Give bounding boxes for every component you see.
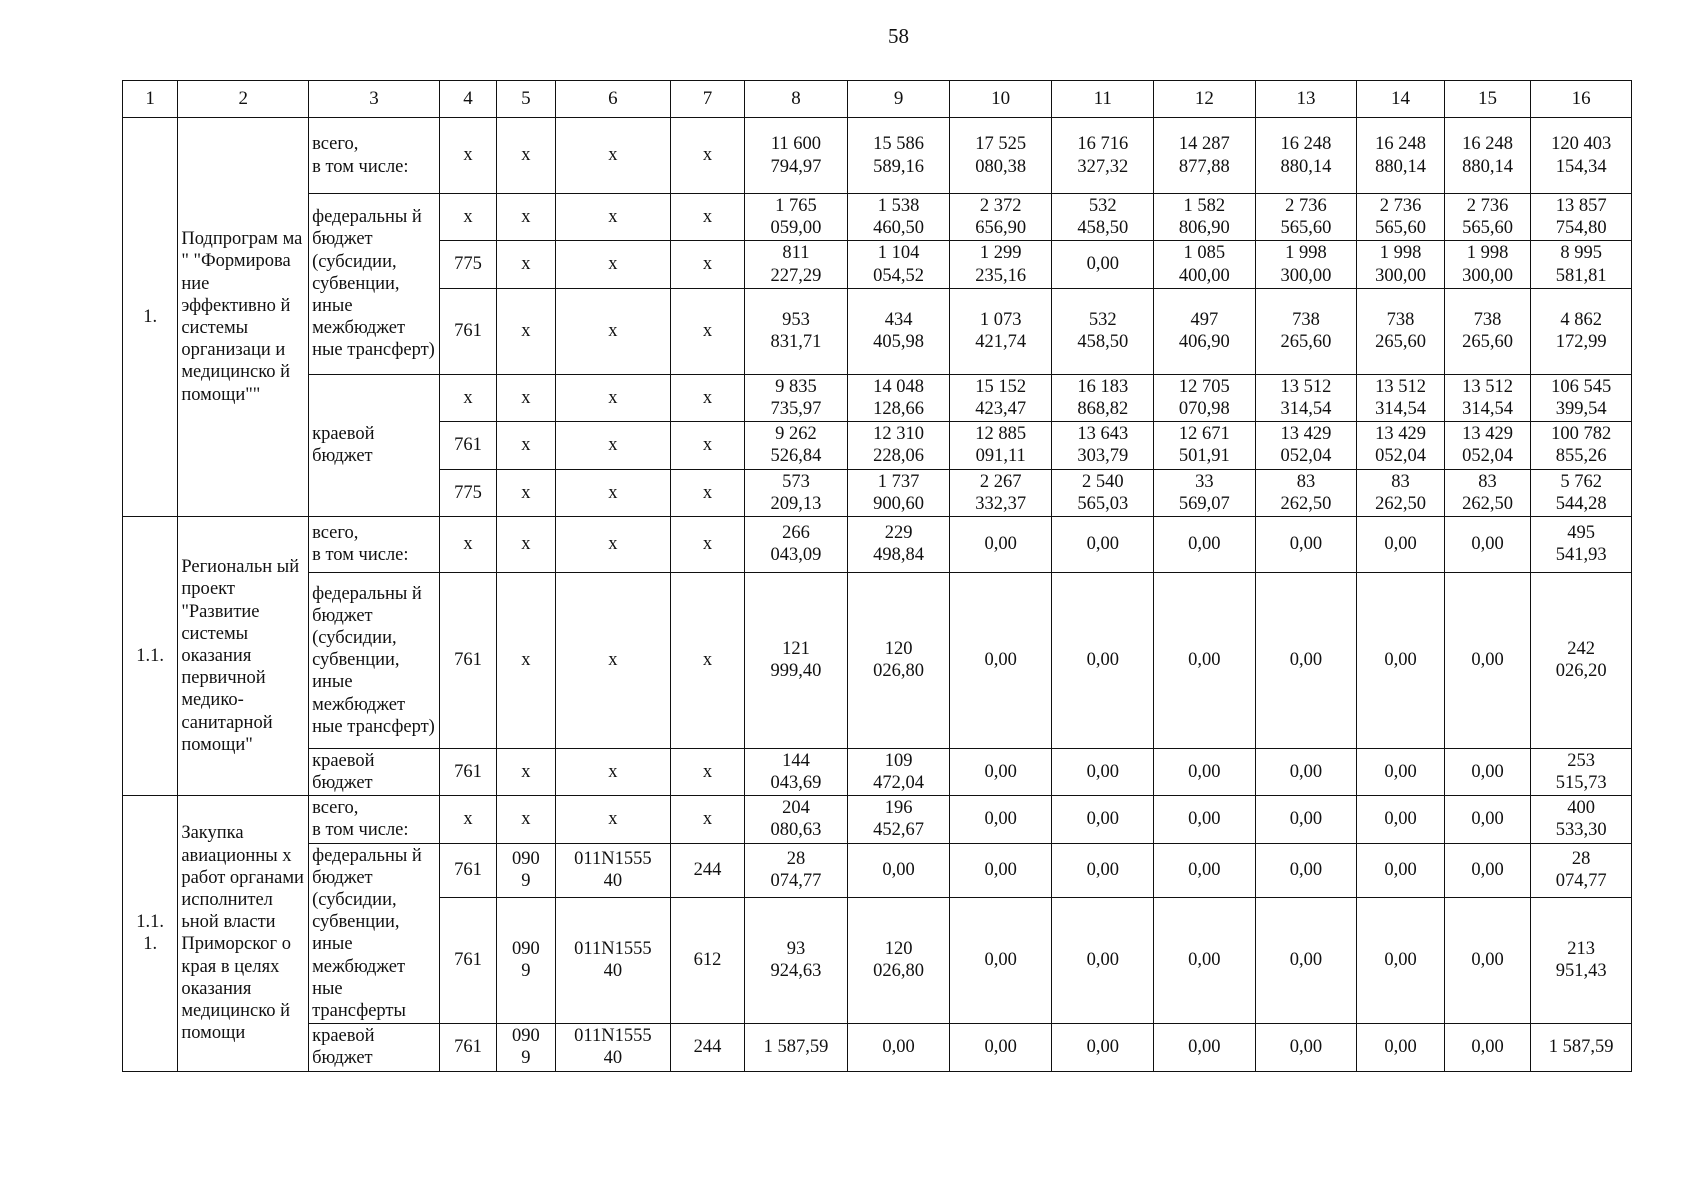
- year-amount-cell: 0,00: [1052, 1024, 1154, 1071]
- year-amount-cell: 0,00: [1357, 572, 1445, 748]
- year-amount-cell: 0,00: [949, 748, 1052, 795]
- section-code-cell: х: [497, 422, 555, 469]
- year-amount-cell: 0,00: [1255, 843, 1357, 897]
- ministry-code-cell: х: [439, 516, 496, 572]
- ministry-code-cell: х: [439, 374, 496, 421]
- target-code-cell: х: [555, 118, 671, 194]
- year-amount-cell: 0,00: [1255, 748, 1357, 795]
- year-amount-cell: 9 262 526,84: [744, 422, 848, 469]
- funding-source-cell: всего, в том числе:: [309, 516, 440, 572]
- year-amount-cell: 0,00: [1444, 897, 1531, 1024]
- year-amount-cell: 738 265,60: [1255, 288, 1357, 374]
- year-amount-cell: 14 287 877,88: [1154, 118, 1256, 194]
- year-amount-cell: 1 998 300,00: [1357, 241, 1445, 288]
- year-amount-cell: 121 999,40: [744, 572, 848, 748]
- header-row: [123, 81, 1632, 118]
- expense-type-cell: х: [671, 118, 744, 194]
- table-row: [123, 374, 1632, 421]
- funding-source-cell: федеральны й бюджет (субсидии, субвенции, иные межбюджет ные трансферт): [309, 194, 440, 375]
- column-number-header: 15: [1444, 81, 1531, 118]
- year-amount-cell: 0,00: [1052, 796, 1154, 843]
- year-amount-cell: 1 073 421,74: [949, 288, 1052, 374]
- year-amount-cell: 2 736 565,60: [1255, 194, 1357, 241]
- program-name-cell: Региональн ый проект "Развитие системы оказания первичной медико-санитарной помощи": [178, 516, 309, 795]
- year-amount-cell: 0,00: [949, 897, 1052, 1024]
- column-number-header: 11: [1052, 81, 1154, 118]
- year-amount-cell: 0,00: [1052, 572, 1154, 748]
- total-amount-cell: 1 587,59: [1531, 1024, 1632, 1071]
- year-amount-cell: 1 587,59: [744, 1024, 848, 1071]
- year-amount-cell: 0,00: [1357, 516, 1445, 572]
- year-amount-cell: 1 538 460,50: [848, 194, 950, 241]
- expense-type-cell: х: [671, 748, 744, 795]
- total-amount-cell: 106 545 399,54: [1531, 374, 1632, 421]
- year-amount-cell: 2 372 656,90: [949, 194, 1052, 241]
- expense-type-cell: 244: [671, 843, 744, 897]
- ministry-code-cell: х: [439, 118, 496, 194]
- year-amount-cell: 532 458,50: [1052, 194, 1154, 241]
- expense-type-cell: х: [671, 516, 744, 572]
- page-number: 58: [888, 24, 909, 48]
- year-amount-cell: 0,00: [1052, 241, 1154, 288]
- expense-type-cell: х: [671, 194, 744, 241]
- column-number-header: 1: [123, 81, 178, 118]
- row-number-cell: 1.: [123, 118, 178, 517]
- column-number-header: 10: [949, 81, 1052, 118]
- target-code-cell: х: [555, 374, 671, 421]
- year-amount-cell: 497 406,90: [1154, 288, 1256, 374]
- target-code-cell: х: [555, 516, 671, 572]
- year-amount-cell: 738 265,60: [1444, 288, 1531, 374]
- year-amount-cell: 33 569,07: [1154, 469, 1256, 516]
- table-row: [123, 572, 1632, 748]
- year-amount-cell: 16 248 880,14: [1255, 118, 1357, 194]
- section-code-cell: х: [497, 469, 555, 516]
- ministry-code-cell: 761: [439, 897, 496, 1024]
- year-amount-cell: 2 736 565,60: [1444, 194, 1531, 241]
- table-row: [123, 1024, 1632, 1071]
- year-amount-cell: 16 248 880,14: [1444, 118, 1531, 194]
- expense-type-cell: 612: [671, 897, 744, 1024]
- year-amount-cell: 13 512 314,54: [1444, 374, 1531, 421]
- year-amount-cell: 13 643 303,79: [1052, 422, 1154, 469]
- section-code-cell: 090 9: [497, 843, 555, 897]
- year-amount-cell: 12 671 501,91: [1154, 422, 1256, 469]
- year-amount-cell: 532 458,50: [1052, 288, 1154, 374]
- year-amount-cell: 0,00: [1255, 572, 1357, 748]
- total-amount-cell: 213 951,43: [1531, 897, 1632, 1024]
- year-amount-cell: 9 835 735,97: [744, 374, 848, 421]
- year-amount-cell: 1 085 400,00: [1154, 241, 1256, 288]
- year-amount-cell: 0,00: [1052, 748, 1154, 795]
- ministry-code-cell: 761: [439, 422, 496, 469]
- expense-type-cell: 244: [671, 1024, 744, 1071]
- year-amount-cell: 0,00: [1154, 1024, 1256, 1071]
- year-amount-cell: 109 472,04: [848, 748, 950, 795]
- total-amount-cell: 8 995 581,81: [1531, 241, 1632, 288]
- column-number-header: 9: [848, 81, 950, 118]
- total-amount-cell: 13 857 754,80: [1531, 194, 1632, 241]
- year-amount-cell: 93 924,63: [744, 897, 848, 1024]
- year-amount-cell: 0,00: [949, 796, 1052, 843]
- budget-table: [122, 80, 1632, 1072]
- year-amount-cell: 28 074,77: [744, 843, 848, 897]
- year-amount-cell: 120 026,80: [848, 897, 950, 1024]
- funding-source-cell: федеральны й бюджет (субсидии, субвенции, иные межбюджет ные трансферт): [309, 572, 440, 748]
- ministry-code-cell: 761: [439, 572, 496, 748]
- total-amount-cell: 100 782 855,26: [1531, 422, 1632, 469]
- program-name-cell: Подпрограм ма " "Формирова ние эффективно й системы организаци и медицинско й помощи"": [178, 118, 309, 517]
- ministry-code-cell: 761: [439, 843, 496, 897]
- year-amount-cell: 14 048 128,66: [848, 374, 950, 421]
- section-code-cell: 090 9: [497, 897, 555, 1024]
- year-amount-cell: 0,00: [1154, 572, 1256, 748]
- column-number-header: 2: [178, 81, 309, 118]
- column-number-header: 14: [1357, 81, 1445, 118]
- year-amount-cell: 1 299 235,16: [949, 241, 1052, 288]
- year-amount-cell: 13 429 052,04: [1357, 422, 1445, 469]
- year-amount-cell: 953 831,71: [744, 288, 848, 374]
- row-number-cell: 1.1. 1.: [123, 796, 178, 1071]
- year-amount-cell: 0,00: [949, 516, 1052, 572]
- year-amount-cell: 0,00: [1154, 748, 1256, 795]
- year-amount-cell: 0,00: [1357, 1024, 1445, 1071]
- year-amount-cell: 0,00: [1444, 1024, 1531, 1071]
- year-amount-cell: 0,00: [1154, 796, 1256, 843]
- expense-type-cell: х: [671, 796, 744, 843]
- year-amount-cell: 12 705 070,98: [1154, 374, 1256, 421]
- expense-type-cell: х: [671, 422, 744, 469]
- target-code-cell: х: [555, 194, 671, 241]
- year-amount-cell: 0,00: [1357, 796, 1445, 843]
- section-code-cell: х: [497, 118, 555, 194]
- column-number-header: 16: [1531, 81, 1632, 118]
- target-code-cell: х: [555, 241, 671, 288]
- year-amount-cell: 0,00: [1357, 748, 1445, 795]
- year-amount-cell: 2 736 565,60: [1357, 194, 1445, 241]
- table-row: [123, 796, 1632, 843]
- section-code-cell: 090 9: [497, 1024, 555, 1071]
- year-amount-cell: 12 310 228,06: [848, 422, 950, 469]
- funding-source-cell: краевой бюджет: [309, 1024, 440, 1071]
- year-amount-cell: 0,00: [848, 1024, 950, 1071]
- target-code-cell: х: [555, 469, 671, 516]
- year-amount-cell: 0,00: [848, 843, 950, 897]
- year-amount-cell: 13 429 052,04: [1255, 422, 1357, 469]
- column-number-header: 5: [497, 81, 555, 118]
- year-amount-cell: 0,00: [1444, 516, 1531, 572]
- expense-type-cell: х: [671, 572, 744, 748]
- year-amount-cell: 17 525 080,38: [949, 118, 1052, 194]
- table-row: [123, 843, 1632, 897]
- program-name-cell: Закупка авиационны х работ органами исполнител ьной власти Приморског о края в целях оказания медицинско й помощи: [178, 796, 309, 1071]
- year-amount-cell: 0,00: [1255, 796, 1357, 843]
- year-amount-cell: 0,00: [1444, 748, 1531, 795]
- funding-source-cell: краевой бюджет: [309, 748, 440, 795]
- section-code-cell: х: [497, 374, 555, 421]
- year-amount-cell: 1 104 054,52: [848, 241, 950, 288]
- table-row: [123, 118, 1632, 194]
- total-amount-cell: 28 074,77: [1531, 843, 1632, 897]
- year-amount-cell: 0,00: [1154, 516, 1256, 572]
- year-amount-cell: 16 248 880,14: [1357, 118, 1445, 194]
- year-amount-cell: 0,00: [1357, 897, 1445, 1024]
- table-row: [123, 516, 1632, 572]
- target-code-cell: х: [555, 288, 671, 374]
- year-amount-cell: 13 512 314,54: [1255, 374, 1357, 421]
- column-number-header: 6: [555, 81, 671, 118]
- section-code-cell: х: [497, 796, 555, 843]
- target-code-cell: 011N1555 40: [555, 897, 671, 1024]
- year-amount-cell: 15 586 589,16: [848, 118, 950, 194]
- year-amount-cell: 16 716 327,32: [1052, 118, 1154, 194]
- ministry-code-cell: 775: [439, 241, 496, 288]
- year-amount-cell: 229 498,84: [848, 516, 950, 572]
- expense-type-cell: х: [671, 374, 744, 421]
- year-amount-cell: 0,00: [1444, 796, 1531, 843]
- total-amount-cell: 120 403 154,34: [1531, 118, 1632, 194]
- year-amount-cell: 1 765 059,00: [744, 194, 848, 241]
- table-body: [123, 81, 1632, 1072]
- year-amount-cell: 13 512 314,54: [1357, 374, 1445, 421]
- year-amount-cell: 204 080,63: [744, 796, 848, 843]
- total-amount-cell: 5 762 544,28: [1531, 469, 1632, 516]
- year-amount-cell: 2 540 565,03: [1052, 469, 1154, 516]
- year-amount-cell: 196 452,67: [848, 796, 950, 843]
- year-amount-cell: 15 152 423,47: [949, 374, 1052, 421]
- year-amount-cell: 1 582 806,90: [1154, 194, 1256, 241]
- row-number-cell: 1.1.: [123, 516, 178, 795]
- target-code-cell: х: [555, 796, 671, 843]
- expense-type-cell: х: [671, 288, 744, 374]
- year-amount-cell: 1 998 300,00: [1444, 241, 1531, 288]
- section-code-cell: х: [497, 241, 555, 288]
- target-code-cell: 011N1555 40: [555, 843, 671, 897]
- year-amount-cell: 1 737 900,60: [848, 469, 950, 516]
- total-amount-cell: 4 862 172,99: [1531, 288, 1632, 374]
- funding-source-cell: федеральны й бюджет (субсидии, субвенции, иные межбюджет ные трансферты: [309, 843, 440, 1024]
- year-amount-cell: 0,00: [1255, 897, 1357, 1024]
- year-amount-cell: 2 267 332,37: [949, 469, 1052, 516]
- year-amount-cell: 0,00: [1154, 897, 1256, 1024]
- year-amount-cell: 0,00: [949, 572, 1052, 748]
- funding-source-cell: всего, в том числе:: [309, 796, 440, 843]
- funding-source-cell: всего, в том числе:: [309, 118, 440, 194]
- ministry-code-cell: 761: [439, 288, 496, 374]
- year-amount-cell: 0,00: [1255, 516, 1357, 572]
- year-amount-cell: 0,00: [1444, 572, 1531, 748]
- year-amount-cell: 83 262,50: [1444, 469, 1531, 516]
- column-number-header: 3: [309, 81, 440, 118]
- year-amount-cell: 1 998 300,00: [1255, 241, 1357, 288]
- column-number-header: 8: [744, 81, 848, 118]
- section-code-cell: х: [497, 516, 555, 572]
- target-code-cell: х: [555, 572, 671, 748]
- column-number-header: 12: [1154, 81, 1256, 118]
- column-number-header: 7: [671, 81, 744, 118]
- year-amount-cell: 83 262,50: [1255, 469, 1357, 516]
- ministry-code-cell: 761: [439, 748, 496, 795]
- ministry-code-cell: х: [439, 796, 496, 843]
- year-amount-cell: 0,00: [1154, 843, 1256, 897]
- section-code-cell: х: [497, 288, 555, 374]
- table-row: [123, 748, 1632, 795]
- year-amount-cell: 0,00: [949, 843, 1052, 897]
- funding-source-cell: краевой бюджет: [309, 374, 440, 516]
- target-code-cell: 011N1555 40: [555, 1024, 671, 1071]
- year-amount-cell: 0,00: [949, 1024, 1052, 1071]
- year-amount-cell: 12 885 091,11: [949, 422, 1052, 469]
- year-amount-cell: 0,00: [1052, 897, 1154, 1024]
- total-amount-cell: 242 026,20: [1531, 572, 1632, 748]
- year-amount-cell: 0,00: [1444, 843, 1531, 897]
- year-amount-cell: 144 043,69: [744, 748, 848, 795]
- year-amount-cell: 738 265,60: [1357, 288, 1445, 374]
- ministry-code-cell: 775: [439, 469, 496, 516]
- year-amount-cell: 811 227,29: [744, 241, 848, 288]
- year-amount-cell: 16 183 868,82: [1052, 374, 1154, 421]
- total-amount-cell: 253 515,73: [1531, 748, 1632, 795]
- expense-type-cell: х: [671, 469, 744, 516]
- target-code-cell: х: [555, 748, 671, 795]
- column-number-header: 4: [439, 81, 496, 118]
- total-amount-cell: 400 533,30: [1531, 796, 1632, 843]
- section-code-cell: х: [497, 194, 555, 241]
- ministry-code-cell: 761: [439, 1024, 496, 1071]
- year-amount-cell: 83 262,50: [1357, 469, 1445, 516]
- year-amount-cell: 0,00: [1357, 843, 1445, 897]
- table-row: [123, 194, 1632, 241]
- ministry-code-cell: х: [439, 194, 496, 241]
- year-amount-cell: 13 429 052,04: [1444, 422, 1531, 469]
- column-number-header: 13: [1255, 81, 1357, 118]
- target-code-cell: х: [555, 422, 671, 469]
- year-amount-cell: 266 043,09: [744, 516, 848, 572]
- year-amount-cell: 11 600 794,97: [744, 118, 848, 194]
- section-code-cell: х: [497, 572, 555, 748]
- year-amount-cell: 120 026,80: [848, 572, 950, 748]
- year-amount-cell: 434 405,98: [848, 288, 950, 374]
- year-amount-cell: 0,00: [1255, 1024, 1357, 1071]
- total-amount-cell: 495 541,93: [1531, 516, 1632, 572]
- expense-type-cell: х: [671, 241, 744, 288]
- year-amount-cell: 573 209,13: [744, 469, 848, 516]
- year-amount-cell: 0,00: [1052, 516, 1154, 572]
- year-amount-cell: 0,00: [1052, 843, 1154, 897]
- section-code-cell: х: [497, 748, 555, 795]
